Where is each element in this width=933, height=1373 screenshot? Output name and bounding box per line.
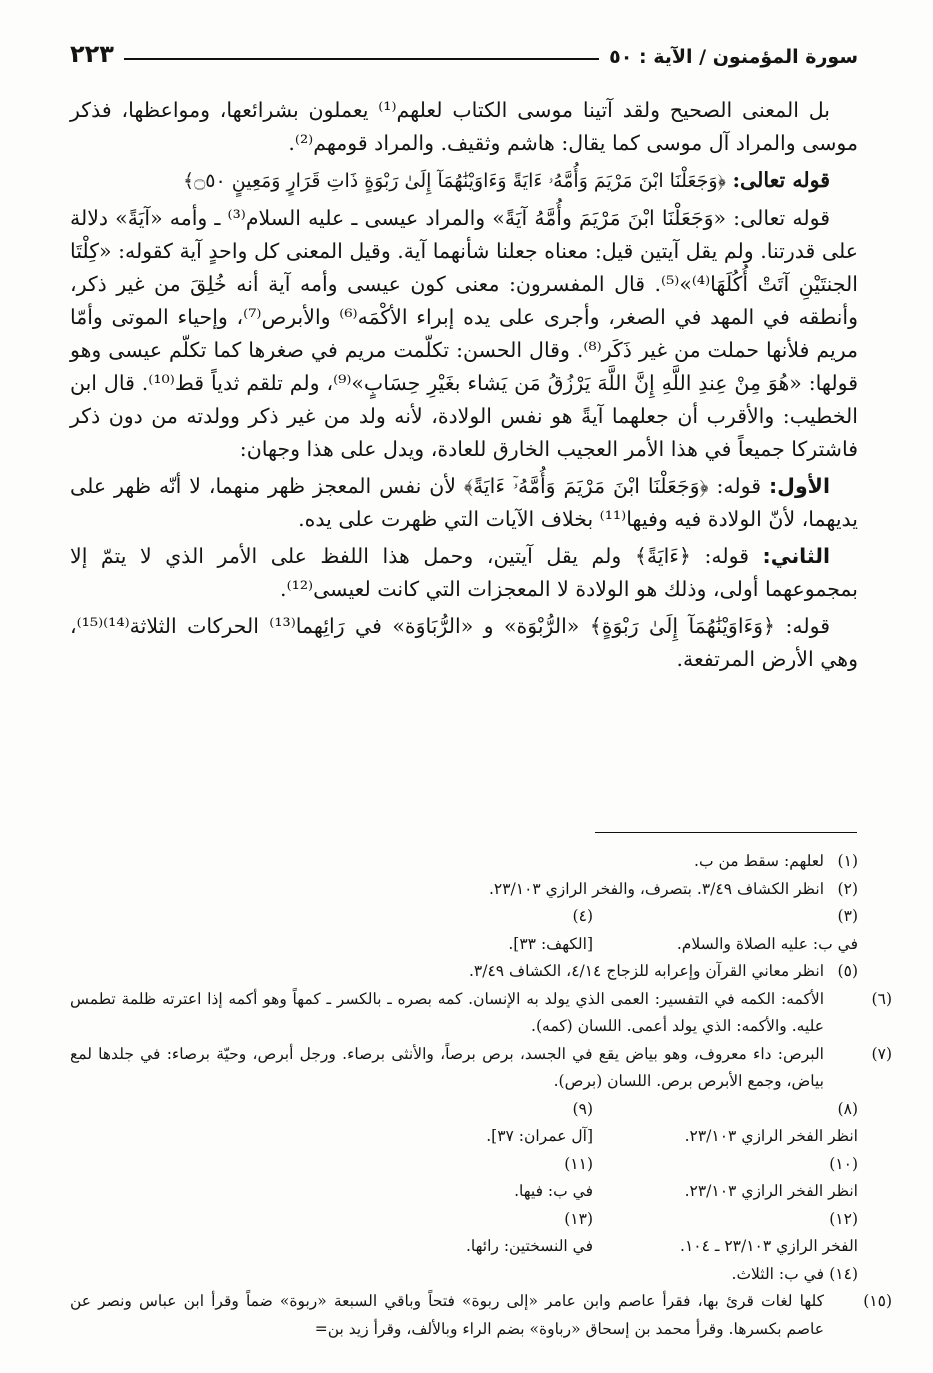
footnote-row-10-11: [70, 1151, 858, 1206]
footnote-text: في النسختين: رائها.: [466, 1237, 593, 1255]
footnote-text: انظر الفخر الرازي ٢٣/١٠٣.: [684, 1127, 858, 1145]
surah-title: سورة المؤمنون / الآية : ٥٠: [609, 46, 858, 68]
footnote-text: في ب: فيها.: [514, 1182, 593, 1200]
second-label: الثاني:: [762, 544, 830, 568]
footnote-text: [الكهف: ٣٣].: [508, 934, 593, 953]
footnote-text: انظر الفخر الرازي ٢٣/١٠٣.: [684, 1182, 858, 1200]
footnote-number: (١٣): [564, 1209, 593, 1228]
footnote-number: (١١): [564, 1154, 593, 1173]
footnote-text: [آل عمران: ٣٧].: [486, 1127, 593, 1145]
footnote-text: انظر معاني القرآن وإعرابه للزجاج ٤/١٤، الكشاف ٣/٤٩.: [468, 962, 824, 980]
footnote-row-12-13: [70, 1206, 858, 1261]
footnote-text: في ب: الثلاث.: [731, 1264, 824, 1283]
footnote-13: [466, 1206, 593, 1261]
header-rule: [124, 58, 599, 60]
footnote-text: الفخر الرازي ٢٣/١٠٣ ـ ١٠٤.: [680, 1237, 858, 1255]
main-text: [70, 94, 858, 676]
footnote-7: [70, 1041, 892, 1096]
footnote-15: [70, 1288, 892, 1343]
footnote-number: (٩): [572, 1099, 593, 1118]
footnote-2: [70, 876, 858, 904]
footnote-number: (١٢): [829, 1209, 858, 1228]
first-text: قوله: ﴿وَجَعَلْنَا ابْنَ مَرْيَمَ وَأُمَّهُۥٓ ءَايَةً﴾ لأن نفس المعجز ظهر منهما، لا أنّه ظهر على يديهما، لأنّ الولادة فيه وفيها⁽¹¹⁾ بخلاف الآيات التي ظهرت على يده.: [70, 474, 858, 531]
footnote-number: (٦): [871, 989, 892, 1008]
second-text: قوله: ﴿ءَايَةً﴾ ولم يقل آيتين، وحمل هذا اللفظ على الأمر الذي لا يتمّ إلا بمجموعهما أولى، وذلك هو الولادة لا المعجزات التي كانت لعيسى⁽¹²⁾.: [70, 544, 858, 601]
footnote-number: (١٠): [829, 1154, 858, 1173]
footnote-text: الأكمه: الكمه في التفسير: العمى الذي يولد به الإنسان. كمه بصره ـ بالكسر ـ كمهاً وهو أكمه إذا اعترته ظلمة تطمس عليه. والأكمه: الذي يولد أعمى. اللسان (كمه).: [70, 989, 824, 1035]
footnote-number: (٥): [837, 962, 858, 980]
footnote-text: البرص: داء معروف، وهو بياض يقع في الجسد، برص برصاً، والأنثى برصاء. ورجل أبرص، وحيّة برصاء: في جلدها لمع بياض، وجمع الأبرص برص. اللسان (برص).: [70, 1044, 824, 1090]
footnote-text: لعلهم: سقط من ب.: [694, 852, 824, 870]
footnote-6: [70, 986, 892, 1041]
footnote-9: [486, 1096, 593, 1151]
footnote-4: [508, 903, 593, 958]
footnote-text: كلها لغات قرئ بها، فقرأ عاصم وابن عامر «إلى ربوة» فتحاً وباقي السبعة «ربوة» ضماً وقرأ ابن عباس ونصر عن عاصم بكسرها. وقرأ محمد بن إسحاق «رباوة» بضم الراء وبالألف، وقرأ زيد بن=: [70, 1292, 824, 1338]
footnote-number: (١٥): [863, 1292, 892, 1310]
footnote-separator: [595, 832, 857, 833]
paragraph-second-reason: [70, 540, 858, 606]
footnote-text: انظر الكشاف ٣/٤٩. بتصرف، والفخر الرازي ٢٣/١٠٣.: [488, 879, 824, 898]
paragraph-6: قوله: ﴿وَءَاوَيْنَٰهُمَآ إِلَىٰ رَبْوَةٍ﴾ «الرُّبْوَة» و «الرُّبَاوَة» في رَائِهما⁽¹³⁾ الحركات الثلاثة⁽¹⁴⁾⁽¹⁵⁾، وهي الأرض المرتفعة.: [70, 614, 858, 671]
paragraph-first-reason: [70, 470, 858, 536]
paragraph-3: قوله تعالى: «وَجَعَلْنَا ابْنَ مَرْيَمَ وأُمَّهُ آيَةً» والمراد عيسى ـ عليه السلام⁽³⁾ ـ وأمه «آيَةً» دلالة على قدرتنا. ولم يقل آيتين قيل: معناه جعلنا شأنهما آية. وقيل المعنى كل واحدٍ آية كقوله: «كِلْتَا الجنتَيْنِ آتَتْ أُكُلَهَا⁽⁴⁾»⁽⁵⁾. قال المفسرون: معنى كون عيسى وأمه آية أنه خُلِقَ من غير ذكر، وأنطقه في المهد في الصغر، وأجرى على يده إبراء الأكْمَه⁽⁶⁾ والأبرص⁽⁷⁾، وإحياء الموتى وأمّا مريم فلأنها حملت من غير ذَكَر⁽⁸⁾. وقال الحسن: تكلّمت مريم في صغرها كما تكلّم عيسى وهو قولها: «هُوَ مِنْ عِندِ اللَّهِ إِنَّ اللَّهَ يَرْزُقُ مَن يَشاء بغَيْرِ حِسَابٍ»⁽⁹⁾، ولم تلقم ثدياً قط⁽¹⁰⁾. قال ابن الخطيب: والأقرب أن جعلهما آيةً هو نفس الولادة، لأنه ولد من غير ذكر وولدته من دون ذكر فاشتركا جميعاً في هذا الأمر العجيب الخارق للعادة، ويدل على هذا وجهان:: [70, 206, 859, 461]
footnote-number: (٧): [871, 1044, 892, 1063]
page-header: [70, 28, 858, 68]
footnotes: [70, 848, 892, 1343]
paragraph-1: بل المعنى الصحيح ولقد آتينا موسى الكتاب لعلهم⁽¹⁾ يعملون بشرائعها، ومواعظها، فذكر موسى والمراد آل موسى كما يقال: هاشم وثقيف. والمراد قومهم⁽²⁾.: [70, 98, 858, 155]
footnote-5: [70, 958, 858, 986]
footnote-number: (١): [837, 852, 858, 870]
footnote-1: [70, 848, 858, 876]
footnote-8: [593, 1096, 858, 1151]
footnote-number: (٢): [837, 879, 858, 898]
page-number: ٢٢٣: [70, 40, 114, 68]
footnote-3: [593, 903, 858, 958]
verse-label: قوله تعالى:: [732, 168, 830, 192]
footnote-12: [593, 1206, 858, 1261]
footnote-row-3-4: [70, 903, 858, 958]
footnote-number: (١٤): [829, 1264, 858, 1283]
quran-verse: ﴿وَجَعَلْنَا ابْنَ مَرْيَمَ وَأُمَّهُۥ ءَايَةً وَءَاوَيْنَٰهُمَآ إِلَىٰ رَبْوَةٍ ذَاتِ قَرَارٍ وَمَعِينٍ ۝٥٠﴾: [183, 170, 726, 192]
footnote-10: [593, 1151, 858, 1206]
footnote-14: [70, 1261, 858, 1289]
verse-paragraph: [70, 164, 858, 198]
footnote-text: في ب: عليه الصلاة والسلام.: [676, 934, 858, 953]
footnote-number: (٤): [572, 907, 593, 925]
first-label: الأول:: [768, 474, 830, 498]
footnote-row-8-9: [70, 1096, 858, 1151]
footnote-number: (٨): [837, 1099, 858, 1118]
footnote-number: (٣): [837, 907, 858, 925]
footnote-11: [514, 1151, 593, 1206]
